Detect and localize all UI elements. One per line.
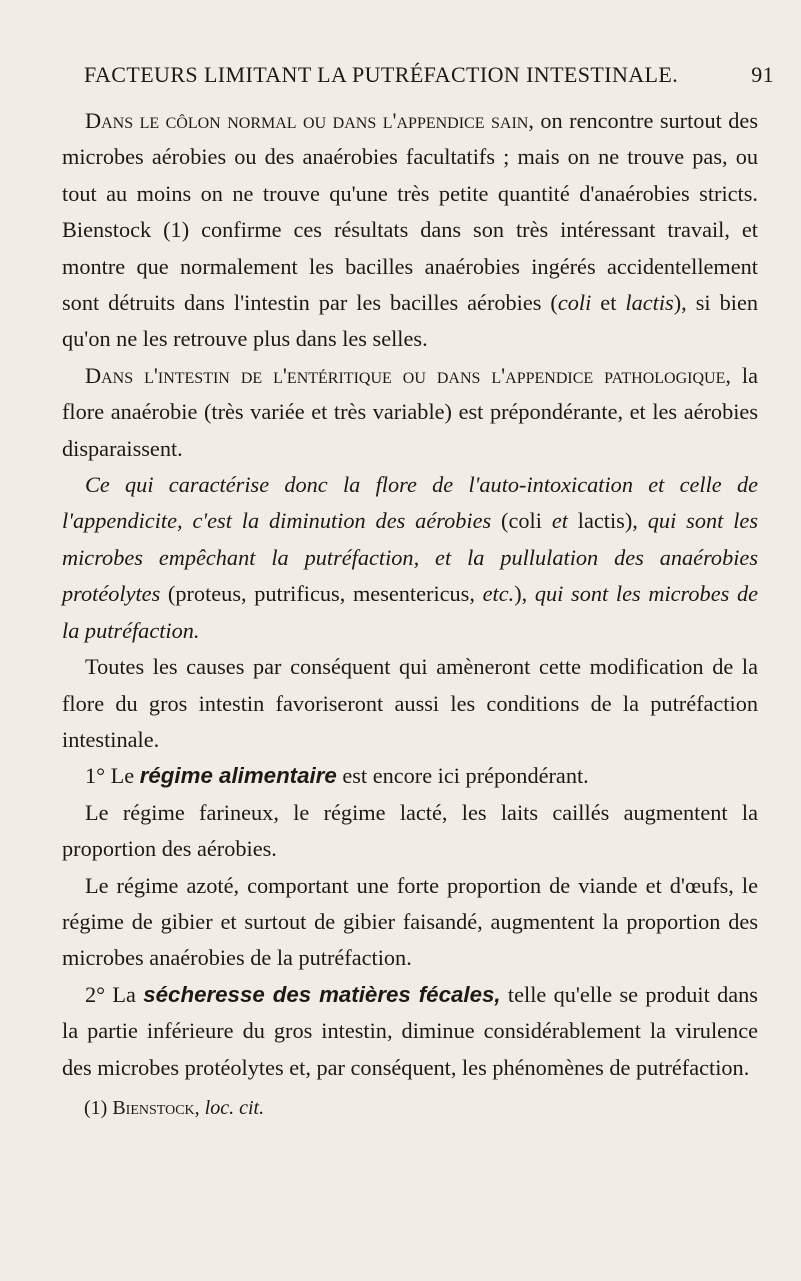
body-text [62,103,758,1086]
paragraph-pathologic [62,358,758,467]
paragraph-text: est encore ici prépondérant. [336,763,589,789]
italic-text: qui sont les microbes de la putréfaction. [62,581,758,643]
paragraph-text: 1° Le [85,763,140,789]
italic-text: etc. [482,581,515,607]
paragraph-regime-azote: Le régime azoté, comportant une forte proportion de viande et d'œufs, le régime de gibier et surtout de gibier faisandé, augmentent la proportion des microbes anaérobies de la putréfaction. [62,872,758,971]
paragraph-text: on rencontre surtout des microbes aérobies ou des anaérobies facultatifs ; mais on ne trouve pas, ou tout au moins on ne trouve qu'une très petite quantité d'anaérobies stricts. Bienstock (1) confirme ces résultats dans son très intéressant travail, et montre que normalement les bacilles anaérobies ingérés accidentellement sont détruits dans l'intestin par les bacilles aérobies ( [62,108,758,316]
paragraph-regime [62,758,758,794]
italic-text: et [551,508,568,534]
paragraph-lead: Dans l'intestin de l'entéritique ou dans l'appendice pathologique, [85,362,731,388]
paragraph-text: telle qu'elle se produit dans la partie inférieure du gros intestin, diminue considérablement la virulence des microbes protéolytes et, par conséquent, les phénomènes de putréfaction. [62,981,758,1080]
paragraph-text: ), [514,581,535,607]
italic-text: qui sont les microbes empêchant la putréfaction, et la pullulation des anaérobies protéolytes [62,508,758,607]
paragraph-causes: Toutes les causes par conséquent qui amèneront cette modification de la flore du gros intestin favoriseront aussi les conditions de la putréfaction intestinale. [62,654,758,752]
footnote [84,1097,264,1120]
page-number: 91 [751,62,774,87]
paragraph-regime-farineux: Le régime farineux, le régime lacté, les laits caillés augmentent la proportion des aérobies. [62,799,758,862]
paragraph-text: (coli [491,508,552,534]
running-header [84,62,774,88]
emphasis-term: sécheresse des matières fécales, [143,981,501,1007]
footnote-author: Bienstock, [112,1097,200,1119]
italic-term: coli [557,290,592,316]
italic-term: lactis [625,290,674,316]
paragraph-normal-colon [62,103,758,358]
paragraph-text: (proteus, putrificus, mesentericus, [160,581,483,607]
paragraph-conclusion [62,467,758,649]
paragraph-lead: Dans le côlon normal ou dans l'appendice sain, [85,108,534,133]
paragraph-secheresse [62,977,758,1086]
paragraph-text: 2° La [85,981,144,1007]
italic-text: Ce qui caractérise donc la flore de l'auto-intoxication et celle de l'appendicite, c'est la diminution des aérobies [62,472,758,534]
footnote-reference: loc. cit. [199,1097,265,1119]
running-title: FACTEURS LIMITANT LA PUTRÉFACTION INTESTINALE. [84,62,679,87]
paragraph-text: lactis), [567,508,648,534]
paragraph-text: ), si bien qu'on ne les retrouve plus dans les selles. [62,290,758,352]
paragraph-text: la flore anaérobie (très variée et très variable) est prépondérante, et les aérobies disparaissent. [62,362,758,461]
paragraph-text: et [591,290,626,316]
footnote-marker: (1) [84,1097,113,1119]
emphasis-term: régime alimentaire [139,763,337,789]
